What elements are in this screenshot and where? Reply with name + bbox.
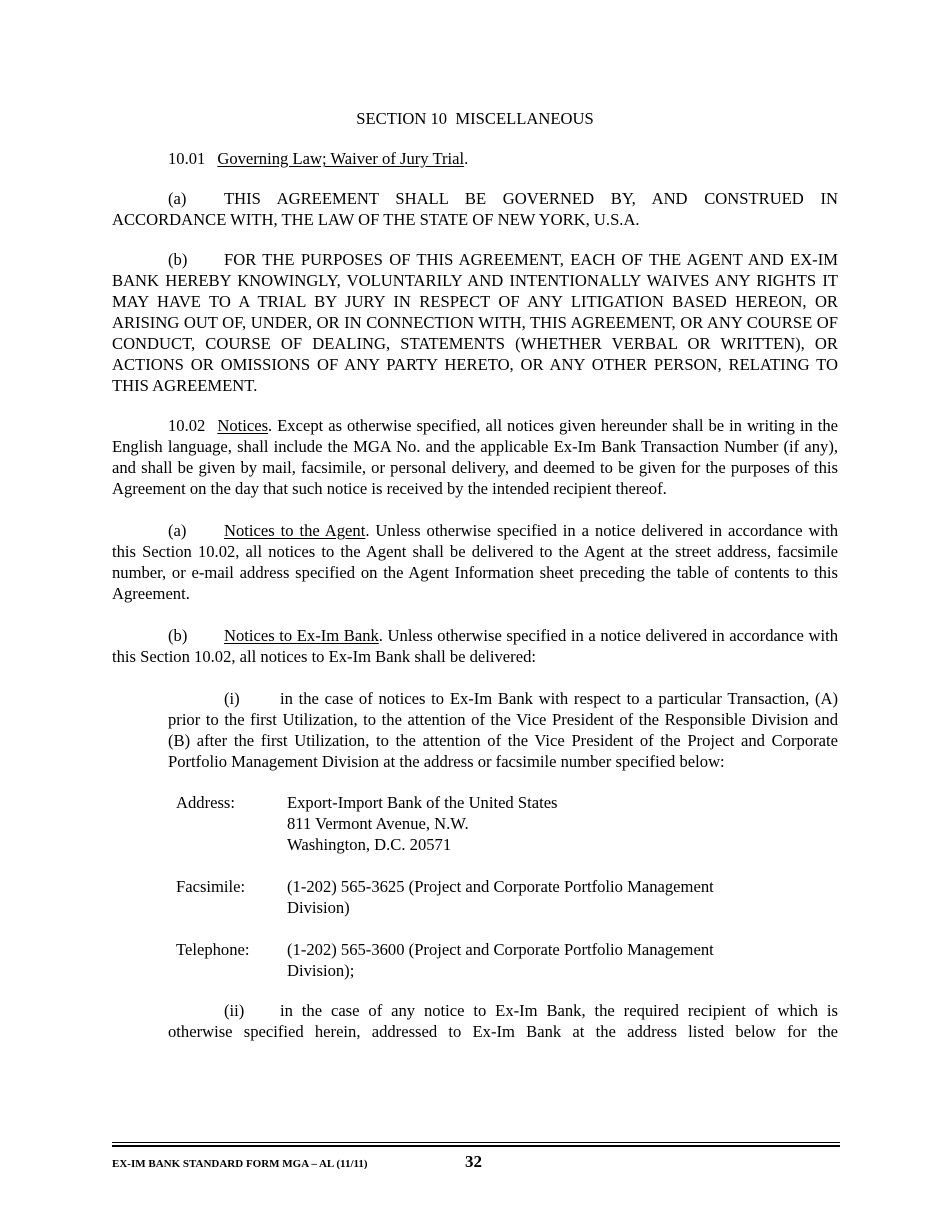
section-number: 10.01 — [168, 149, 206, 168]
contact-value: (1-202) 565-3600 (Project and Corporate Portfolio Management Division); — [287, 940, 714, 980]
page-number: 32 — [465, 1152, 482, 1171]
clause-label: (i) — [224, 689, 240, 708]
paragraph-10-02-b-i — [168, 688, 838, 772]
clause-label: (b) — [168, 250, 188, 269]
section-text: . Except as otherwise specified, all notices given hereunder shall be in writing in the English language, shall include the MGA No. and the applicable Ex-Im Bank Transaction Number (if any), and shall be given by mail, facsimile, or personal delivery, and deemed to be given for the purposes of this Agreement on the day that such notice is received by the intended recipient thereof. — [112, 416, 838, 498]
title-suffix: . — [464, 149, 469, 168]
clause-text: in the case of notices to Ex-Im Bank with respect to a particular Transaction, (A) prior to the first Utilization, to the attention of the Vice President of the Responsible Division and (B) after the first Utilization, to the attention of the Vice President of the Project and Corporate Portfolio Management Division at the address or facsimile number specified below: — [168, 689, 838, 771]
paragraph-10-02-a — [112, 520, 838, 604]
contact-value: (1-202) 565-3625 (Project and Corporate Portfolio Management Division) — [287, 877, 714, 917]
document-body — [112, 108, 838, 1042]
clause-text: in the case of any notice to Ex-Im Bank, the required recipient of which is otherwise specified herein, addressed to Ex-Im Bank at the address listed below for the — [168, 1001, 838, 1041]
clause-label: (b) — [168, 626, 188, 645]
contact-row-telephone — [176, 939, 838, 981]
paragraph-10-02-b — [112, 625, 838, 667]
contact-table — [176, 792, 838, 981]
address-line: 811 Vermont Avenue, N.W. — [287, 814, 469, 833]
section-title: Notices — [217, 416, 269, 435]
clause-text: THIS AGREEMENT SHALL BE GOVERNED BY, AND CONSTRUED IN ACCORDANCE WITH, THE LAW OF THE STATE OF NEW YORK, U.S.A. — [112, 189, 838, 229]
clause-label: (a) — [168, 521, 187, 540]
clause-text: . Unless otherwise specified in a notice delivered in accordance with this Section 10.02, all notices to Ex-Im Bank shall be delivered: — [112, 626, 838, 666]
clause-title: Notices to Ex-Im Bank — [224, 626, 379, 645]
paragraph-10-01-a — [112, 188, 838, 230]
section-10-01-heading — [112, 148, 838, 169]
section-number: 10.02 — [168, 416, 206, 435]
clause-title: Notices to the Agent — [224, 521, 366, 540]
section-title: Governing Law; Waiver of Jury Trial — [217, 149, 465, 168]
clause-text: FOR THE PURPOSES OF THIS AGREEMENT, EACH OF THE AGENT AND EX-IM BANK HEREBY KNOWINGLY, VOLUNTARILY AND INTENTIONALLY WAIVES ANY RIGHTS IT MAY HAVE TO A TRIAL BY JURY IN RESPECT OF ANY LITIGATION BASED HEREON, OR ARISING OUT OF, UNDER, OR IN CONNECTION WITH, THIS AGREEMENT, OR ANY COURSE OF CONDUCT, COURSE OF DEALING, STATEMENTS (WHETHER VERBAL OR WRITTEN), OR ACTIONS OR OMISSIONS OF ANY PARTY HERETO, OR ANY OTHER PERSON, RELATING TO THIS AGREEMENT. — [112, 250, 838, 395]
contact-key: Telephone: — [176, 940, 250, 959]
clause-text: . Unless otherwise specified in a notice delivered in accordance with this Section 10.02, all notices to the Agent shall be delivered to the Agent at the street address, facsimile number, or e-mail address specified on the Agent Information sheet preceding the table of contents to this Agreement. — [112, 521, 838, 603]
footer-rule-thick — [112, 1145, 840, 1147]
address-line: Export-Import Bank of the United States — [287, 793, 558, 812]
clause-label: (a) — [168, 189, 187, 208]
paragraph-10-02 — [112, 415, 838, 499]
address-line: Washington, D.C. 20571 — [287, 835, 452, 854]
footer-rule-thin — [112, 1142, 840, 1143]
footer-form-name: EX-IM BANK STANDARD FORM MGA – AL (11/11) — [112, 1158, 368, 1170]
section-heading: SECTION 10 MISCELLANEOUS — [356, 109, 594, 128]
paragraph-10-02-b-ii — [168, 1000, 838, 1042]
contact-row-address — [176, 792, 838, 855]
contact-key: Address: — [176, 793, 235, 812]
clause-label: (ii) — [224, 1001, 245, 1020]
paragraph-10-01-b — [112, 249, 838, 396]
contact-row-facsimile — [176, 876, 838, 918]
contact-value — [287, 792, 767, 855]
contact-key: Facsimile: — [176, 877, 246, 896]
